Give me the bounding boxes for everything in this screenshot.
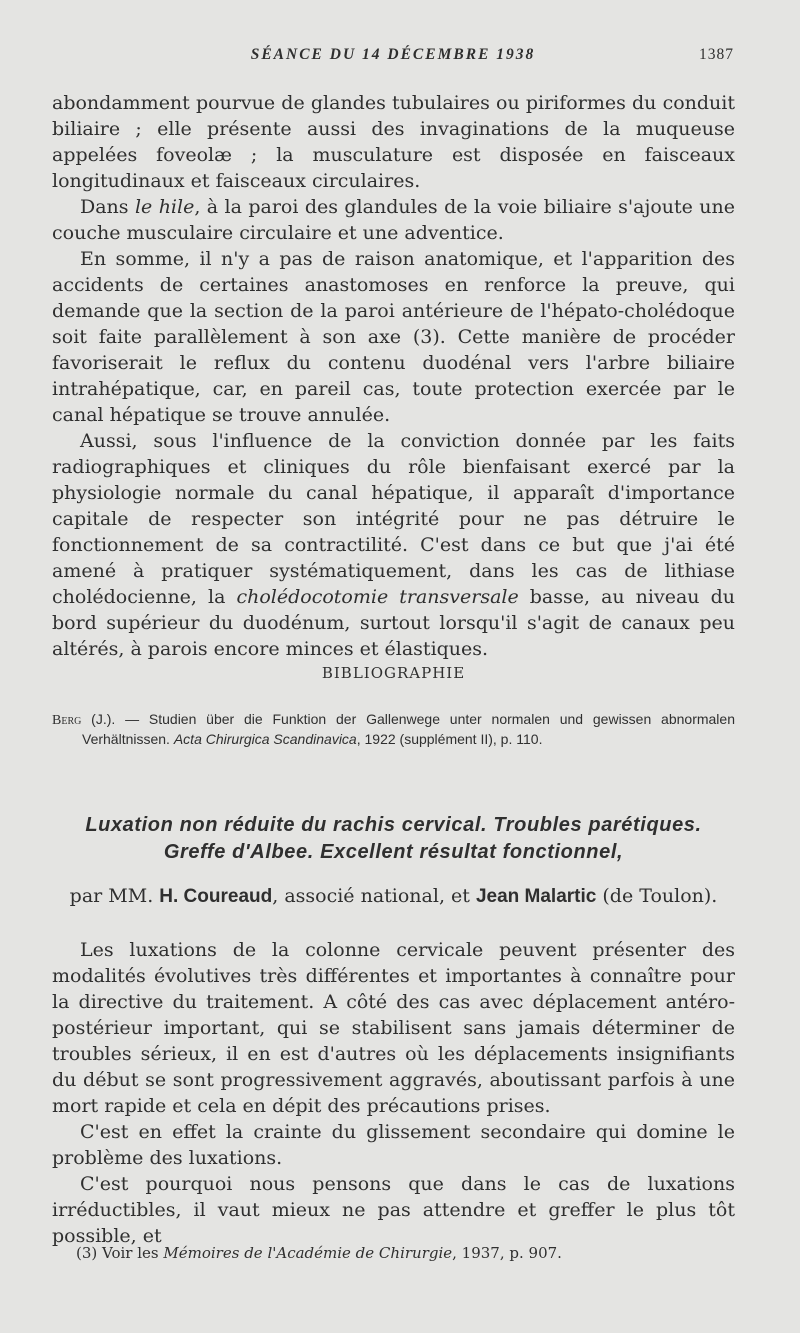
paragraph [52,194,735,246]
running-title: SÉANCE DU 14 DÉCEMBRE 1938 [250,46,536,63]
bib-author: Berg [52,713,82,728]
authors-text: , associé national, et [272,885,476,907]
body-text-bottom [52,937,735,1249]
paragraph: abondamment pourvue de glandes tubulaires ou piriformes du conduit biliaire ; elle présente aussi des invaginations de la muqueuse appelées foveolæ ; la musculature est disposée en faisceaux longitudinaux et faisceaux circulaires. [52,92,735,192]
text-run: , à la paroi des glandules de la voie biliaire s'ajoute une couche musculaire circulaire et une adventice. [52,196,736,244]
bibliography-entry [52,710,735,749]
body-text-top [52,90,735,662]
italic-term: cholédocotomie transversale [236,586,519,608]
text-run: Dans [80,196,135,218]
text-run: Aussi, sous l'influence de la conviction donnée par les faits radiographiques et cliniques du rôle bienfaisant exercé par la physiologie normale du canal hépatique, il apparaît d'importance capitale de respecter son intégrité pour ne pas détruire le fonctionnement de sa contractilité. C'est dans ce but que j'ai été amené à pratiquer systématiquement, dans les cas de lithiase cholédocienne, la [52,430,735,608]
bib-tail: , 1922 (supplément II), p. 110. [356,731,543,747]
bib-text: — Studien über die Funktion der Gallenwege unter normalen und gewissen abnormalen Verhältnissen. [82,711,735,747]
author-name: Jean Malartic [475,886,597,907]
paragraph: En somme, il n'y a pas de raison anatomique, et l'apparition des accidents de certaines anastomoses en renforce la preuve, qui demande que la section de la paroi antérieure de l'hépato-cholédoque soit faite parallèlement à son axe (3). Cette manière de procéder favoriserait le reflux du contenu duodénal vers l'arbre biliaire intrahépatique, car, en pareil cas, toute protection exercée par le canal hépatique se trouve annulée. [52,248,735,426]
italic-term: le hile [134,196,195,218]
paragraph: C'est pourquoi nous pensons que dans le cas de luxations irréductibles, il vaut mieux ne pas attendre et greffer le plus tôt possible, et [52,1173,735,1247]
footnote-italic: Mémoires de l'Académie de Chirurgie [163,1244,453,1262]
authors-text: (de Toulon). [596,885,718,907]
paragraph: Les luxations de la colonne cervicale peuvent présenter des modalités évolutives très différentes et importantes à connaître pour la directive du traitement. A côté des cas avec déplacement antéro-postérieur important, qui se stabilisent sans jamais déterminer de troubles sérieux, il en est d'autres où les déplacements insignifiants du début se sont progressivement aggravés, aboutissant parfois à une mort rapide et cela en dépit des précautions prises. [52,939,735,1117]
paragraph: C'est en effet la crainte du glissement secondaire qui domine le problème des luxations. [52,1121,735,1169]
bib-initial: (J.). [81,711,116,727]
bibliography-heading: BIBLIOGRAPHIE [321,664,466,682]
author-name: H. Coureaud [159,886,273,907]
page-number: 1387 [699,46,734,63]
article-title-line: Luxation non réduite du rachis cervical. Troubles parétiques. [85,814,702,836]
paragraph [52,428,735,662]
footnote-text: , 1937, p. 907. [452,1244,562,1262]
text-run: basse, au niveau du bord supérieur du duodénum, surtout lorsqu'il s'agit de canaux peu altérés, à parois encore minces et élastiques. [52,586,735,660]
article-title [52,812,735,866]
footnote-text: (3) Voir les [76,1244,164,1262]
bib-journal: Acta Chirurgica Scandinavica [173,731,357,747]
footnote [76,1244,736,1262]
article-authors [52,885,735,908]
authors-text: par MM. [69,885,160,907]
article-title-line: Greffe d'Albee. Excellent résultat fonctionnel, [163,841,624,863]
